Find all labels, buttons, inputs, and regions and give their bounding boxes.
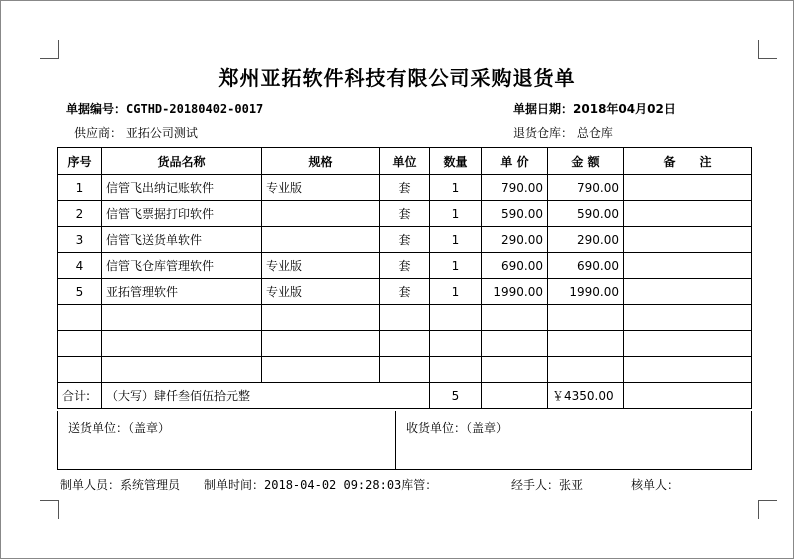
col-header-qty: 数量: [430, 148, 482, 175]
maker-value: 系统管理员: [120, 478, 181, 492]
crop-mark-top-right: [758, 40, 777, 59]
supplier-label: 供应商：: [74, 126, 123, 140]
empty-cell: [430, 357, 482, 383]
doc-number: [66, 100, 263, 117]
empty-cell: [380, 357, 430, 383]
empty-cell: [58, 331, 102, 357]
empty-cell: [624, 331, 752, 357]
col-header-no: 序号: [58, 148, 102, 175]
return-warehouse: [513, 124, 613, 141]
empty-cell: [548, 357, 624, 383]
sender-stamp-cell: 送货单位：（盖章）: [58, 411, 396, 470]
cell-amount: 290.00: [548, 227, 624, 253]
supplier: [74, 124, 198, 141]
cell-spec: 专业版: [262, 175, 380, 201]
col-header-price: 单 价: [482, 148, 548, 175]
empty-cell: [430, 331, 482, 357]
empty-cell: [262, 357, 380, 383]
cell-unit: 套: [380, 279, 430, 305]
empty-cell: [482, 305, 548, 331]
time-label: 制单时间：: [204, 478, 265, 492]
empty-cell: [102, 357, 262, 383]
warehouse-label: 退货仓库：: [513, 126, 574, 140]
cell-remark: [624, 201, 752, 227]
cell-unit: 套: [380, 201, 430, 227]
table-row: [58, 201, 752, 227]
handler-label: 经手人：: [511, 478, 560, 492]
keeper-label: 库管：: [401, 478, 438, 492]
doc-date-value: 2018年04月02日: [573, 102, 676, 116]
table-row: [58, 175, 752, 201]
cell-amount: 590.00: [548, 201, 624, 227]
empty-row: [58, 331, 752, 357]
empty-row: [58, 357, 752, 383]
cell-no: 4: [58, 253, 102, 279]
cell-unit: 套: [380, 253, 430, 279]
cell-price: 590.00: [482, 201, 548, 227]
crop-mark-top-left: [40, 40, 59, 59]
table-row: [58, 279, 752, 305]
cell-price: 690.00: [482, 253, 548, 279]
cell-no: 2: [58, 201, 102, 227]
cell-spec: 专业版: [262, 279, 380, 305]
cell-no: 3: [58, 227, 102, 253]
cell-qty: 1: [430, 227, 482, 253]
cell-spec: 专业版: [262, 253, 380, 279]
crop-mark-bottom-right: [758, 500, 777, 519]
cell-unit: 套: [380, 175, 430, 201]
footer-maker: [60, 476, 180, 493]
empty-cell: [548, 305, 624, 331]
cell-price: 290.00: [482, 227, 548, 253]
cell-name: 信管飞仓库管理软件: [102, 253, 262, 279]
col-header-unit: 单位: [380, 148, 430, 175]
empty-cell: [102, 305, 262, 331]
warehouse-value: 总仓库: [576, 126, 613, 140]
cell-qty: 1: [430, 279, 482, 305]
handler-value: 张亚: [559, 478, 584, 492]
col-header-name: 货品名称: [102, 148, 262, 175]
cell-name: 信管飞出纳记账软件: [102, 175, 262, 201]
receiver-stamp-cell: 收货单位：（盖章）: [396, 411, 752, 470]
total-remark-empty: [624, 383, 752, 409]
empty-cell: [548, 331, 624, 357]
empty-cell: [262, 305, 380, 331]
empty-cell: [380, 331, 430, 357]
time-value: 2018-04-02 09:28:03: [264, 478, 402, 492]
table-row: [58, 227, 752, 253]
doc-number-label: 单据编号：: [66, 102, 127, 116]
empty-cell: [430, 305, 482, 331]
cell-no: 5: [58, 279, 102, 305]
footer-handler: [511, 476, 583, 493]
total-price-empty: [482, 383, 548, 409]
cell-remark: [624, 227, 752, 253]
items-table: [57, 147, 752, 409]
col-header-amount: 金 额: [548, 148, 624, 175]
total-words: （大写）肆仟叁佰伍拾元整: [102, 383, 430, 409]
cell-amount: 690.00: [548, 253, 624, 279]
cell-name: 信管飞送货单软件: [102, 227, 262, 253]
doc-date-label: 单据日期：: [513, 102, 574, 116]
cell-qty: 1: [430, 253, 482, 279]
cell-price: 1990.00: [482, 279, 548, 305]
col-header-spec: 规格: [262, 148, 380, 175]
empty-cell: [380, 305, 430, 331]
cell-qty: 1: [430, 175, 482, 201]
empty-cell: [58, 305, 102, 331]
cell-name: 信管飞票据打印软件: [102, 201, 262, 227]
total-row: [58, 383, 752, 409]
total-qty: 5: [430, 383, 482, 409]
empty-cell: [262, 331, 380, 357]
empty-cell: [624, 305, 752, 331]
empty-cell: [482, 357, 548, 383]
col-header-remark: 备 注: [624, 148, 752, 175]
cell-remark: [624, 279, 752, 305]
cell-spec: [262, 227, 380, 253]
total-amount: ￥4350.00: [548, 383, 624, 409]
cell-no: 1: [58, 175, 102, 201]
total-label: 合计:: [58, 383, 102, 409]
crop-mark-bottom-left: [40, 500, 59, 519]
cell-remark: [624, 253, 752, 279]
empty-cell: [624, 357, 752, 383]
signature-area: [57, 411, 752, 470]
table-row: [58, 253, 752, 279]
empty-cell: [102, 331, 262, 357]
cell-qty: 1: [430, 201, 482, 227]
cell-name: 亚拓管理软件: [102, 279, 262, 305]
checker-label: 核单人：: [631, 478, 680, 492]
cell-spec: [262, 201, 380, 227]
doc-date: [513, 100, 676, 117]
footer-time: [204, 476, 437, 493]
supplier-value: 亚拓公司测试: [125, 126, 198, 140]
cell-remark: [624, 175, 752, 201]
cell-amount: 1990.00: [548, 279, 624, 305]
empty-row: [58, 305, 752, 331]
table-header-row: [58, 148, 752, 175]
cell-price: 790.00: [482, 175, 548, 201]
doc-number-value: CGTHD-20180402-0017: [126, 102, 264, 116]
footer-checker: [631, 476, 679, 493]
cell-amount: 790.00: [548, 175, 624, 201]
empty-cell: [58, 357, 102, 383]
document-title: 郑州亚拓软件科技有限公司采购退货单: [218, 66, 576, 90]
empty-cell: [482, 331, 548, 357]
cell-unit: 套: [380, 227, 430, 253]
maker-label: 制单人员：: [60, 478, 121, 492]
